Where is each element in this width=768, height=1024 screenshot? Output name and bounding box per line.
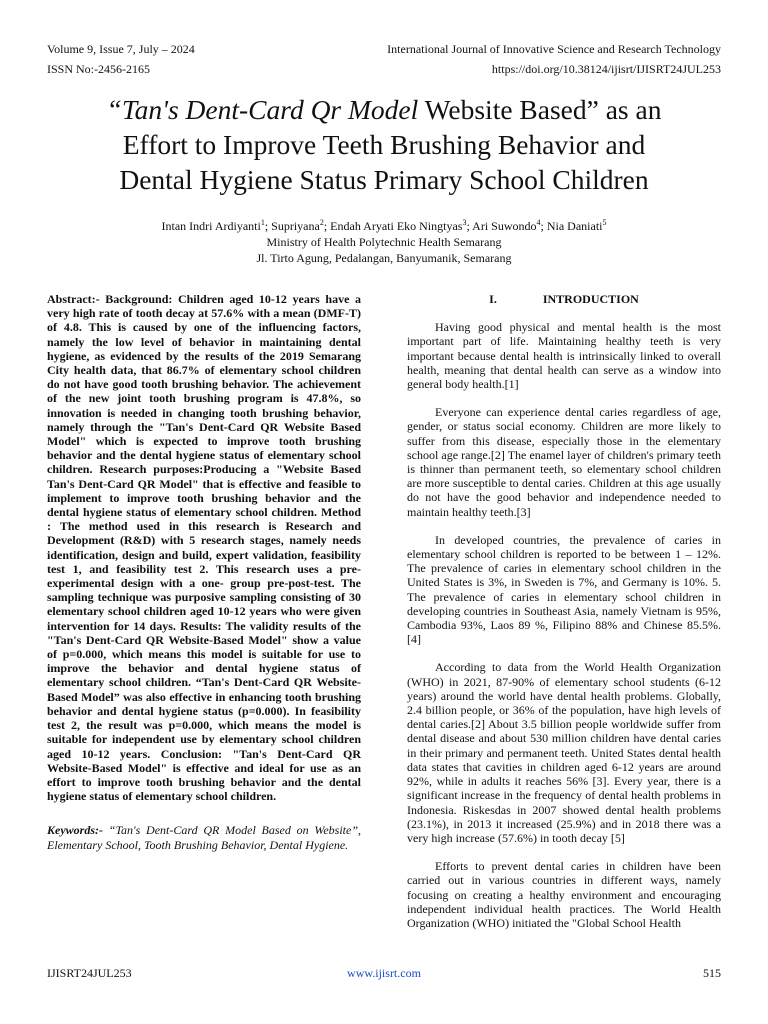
paragraph: According to data from the World Health Organization (WHO) in 2021, 87-90% of elementary school students (6-12 years) around the world have dental health problems. Globally, 2.4 billion people, or 36% of the population, have high levels of dental caries.[2] About 3.5 billion people worldwide suffer from dental disease and about 530 million children have dental caries in their primary and permanent teeth. United States dental health data states that cavities in children aged 6-12 years are around 92%, while in adults it reaches 56% [3]. Every year, there is a significant increase in the frequency of dental health problems in Indonesia. Riskesdas in 2007 showed dental health problems (23.1%), in 2013 it increased (25.9%) and in 2018 there was a very high increase (57.6%) in tooth decay [5] <box>407 660 721 845</box>
abstract: Abstract:- Background: Children aged 10-12 years have a very high rate of tooth decay at 57.6% with a mean (DMF-T) of 4.8. This is caused by one of the influencing factors, namely the low level of behavior in maintaining dental hygiene, as evidenced by the results of the 2019 Semarang City health data, that 86.7% of elementary school children do not have good tooth brushing behavior. The achievement of the new joint tooth brushing program is 47.8%, so innovation is needed in changing tooth brushing behavior, namely through the "Tan's Dent-Card QR Website Based Model" which is expected to improve tooth brushing behavior and the dental hygiene status of elementary school children. Research purposes:Producing a "Website Based Tan's Dent-Card QR Model" that is effective and feasible to implement to improve tooth brushing behavior and the dental hygiene status of elementary school children. Method : The method used in this research is Research and Development (R&D) with 5 research stages, namely needs identification, design and build, expert validation, feasibility test 1, and feasibility test 2. This research uses a pre-experimental design with a one- group pre-post-test. The sampling technique was purposive sampling consisting of 30 elementary school children aged 10-12 years who were given intervention for 14 days. Results: The validity results of the "Tan's Dent-Card QR Website-Based Model" show a value of p=0.000, which means this model is suitable for use to improve the behavior and dental hygiene status of elementary school children. “Tan's Dent-Card QR Website-Based Model” was also effective in enhancing tooth brushing behavior and dental hygiene status (p=0.000). In feasibility test 2, the result was p=0.000, which means the model is suitable for independent use by elementary school children aged 10-12 years. Conclusion: "Tan's Dent-Card QR Website-Based Model" is effective and ideal for use as an effort to improve tooth brushing behavior and the dental hygiene status of elementary school children. <box>47 292 361 804</box>
title-line-2: Effort to Improve Teeth Brushing Behavior and <box>122 129 646 160</box>
paragraph: Having good physical and mental health is the most important part of life. Maintaining healthy teeth is very important because dental health is intrinsically linked to overall health, meaning that dental health can serve as a window into general body health.[1] <box>407 320 721 392</box>
title-rest: Website Based” as an <box>418 94 662 125</box>
section-number: I. <box>489 292 497 306</box>
author-sup: 2 <box>319 218 324 227</box>
author-block <box>40 218 728 266</box>
header-issn: ISSN No:-2456-2165 <box>47 62 151 76</box>
section-title: INTRODUCTION <box>542 292 639 306</box>
affiliation: Ministry of Health Polytechnic Health Semarang <box>266 235 502 249</box>
author-name: ; Supriyana <box>264 219 320 233</box>
header-journal: International Journal of Innovative Science and Research Technology <box>387 42 721 56</box>
footer-website[interactable]: www.ijisrt.com <box>347 966 421 980</box>
author-name: ; Ari Suwondo <box>466 219 537 233</box>
author-sup: 4 <box>536 218 541 227</box>
left-column <box>47 292 361 852</box>
author-name: ; Nia Daniati <box>540 219 603 233</box>
header-doi[interactable]: https://doi.org/10.38124/ijisrt/IJISRT24JUL253 <box>491 62 721 76</box>
header-volume: Volume 9, Issue 7, July – 2024 <box>47 42 195 56</box>
author-name: Intan Indri Ardiyanti <box>161 219 261 233</box>
author-name: ; Endah Aryati Eko Ningtyas <box>323 219 463 233</box>
keywords-text: “Tan's Dent-Card QR Model Based on Website”, Elementary School, Tooth Brushing Behavior, Dental Hygiene. <box>47 823 361 852</box>
section-heading <box>407 292 721 306</box>
title-line-1 <box>40 92 728 127</box>
address: Jl. Tirto Agung, Pedalangan, Banyumanik, Semarang <box>256 251 512 265</box>
paragraph: Everyone can experience dental caries regardless of age, gender, or status social economy. Children are more likely to suffer from this disease, especially those in the elementary school age range.[2] The enamel layer of children's primary teeth is thinner than permanent teeth, so elementary school children are more susceptible to dental caries. Children at this age usually do not have the good behavior and independence needed to maintain healthy teeth.[3] <box>407 405 721 519</box>
keywords <box>47 823 361 851</box>
author-sup: 5 <box>602 218 607 227</box>
author-list <box>40 218 728 234</box>
title-italic: “Tan's Dent-Card Qr Model <box>106 94 419 125</box>
title-line-3: Dental Hygiene Status Primary School Children <box>119 164 649 195</box>
paragraph: In developed countries, the prevalence of caries in elementary school children is reported to be between 1 – 12%. The prevalence of caries in elementary school children in the United States is 3%, in Sweden is 7%, and Germany is 10%. 5. The prevalence of caries in elementary school children in developing countries in Southeast Asia, namely Vietnam is 95%, Cambodia 93%, Laos 89 %, Filipino 88% and Chinese 85.5%. [4] <box>407 532 721 647</box>
author-sup: 1 <box>260 218 265 227</box>
paragraph: Efforts to prevent dental caries in children have been carried out in various countries in different ways, namely focusing on creating a healthy environment and encouraging independent individual health practices. The World Health Organization (WHO) initiated the "Global School Health <box>407 859 721 930</box>
keywords-label: Keywords:- <box>47 823 103 838</box>
author-sup: 3 <box>462 218 467 227</box>
right-column <box>407 292 721 944</box>
paper-title <box>40 92 728 197</box>
footer-code: IJISRT24JUL253 <box>47 966 132 980</box>
footer-page-number: 515 <box>703 966 721 980</box>
